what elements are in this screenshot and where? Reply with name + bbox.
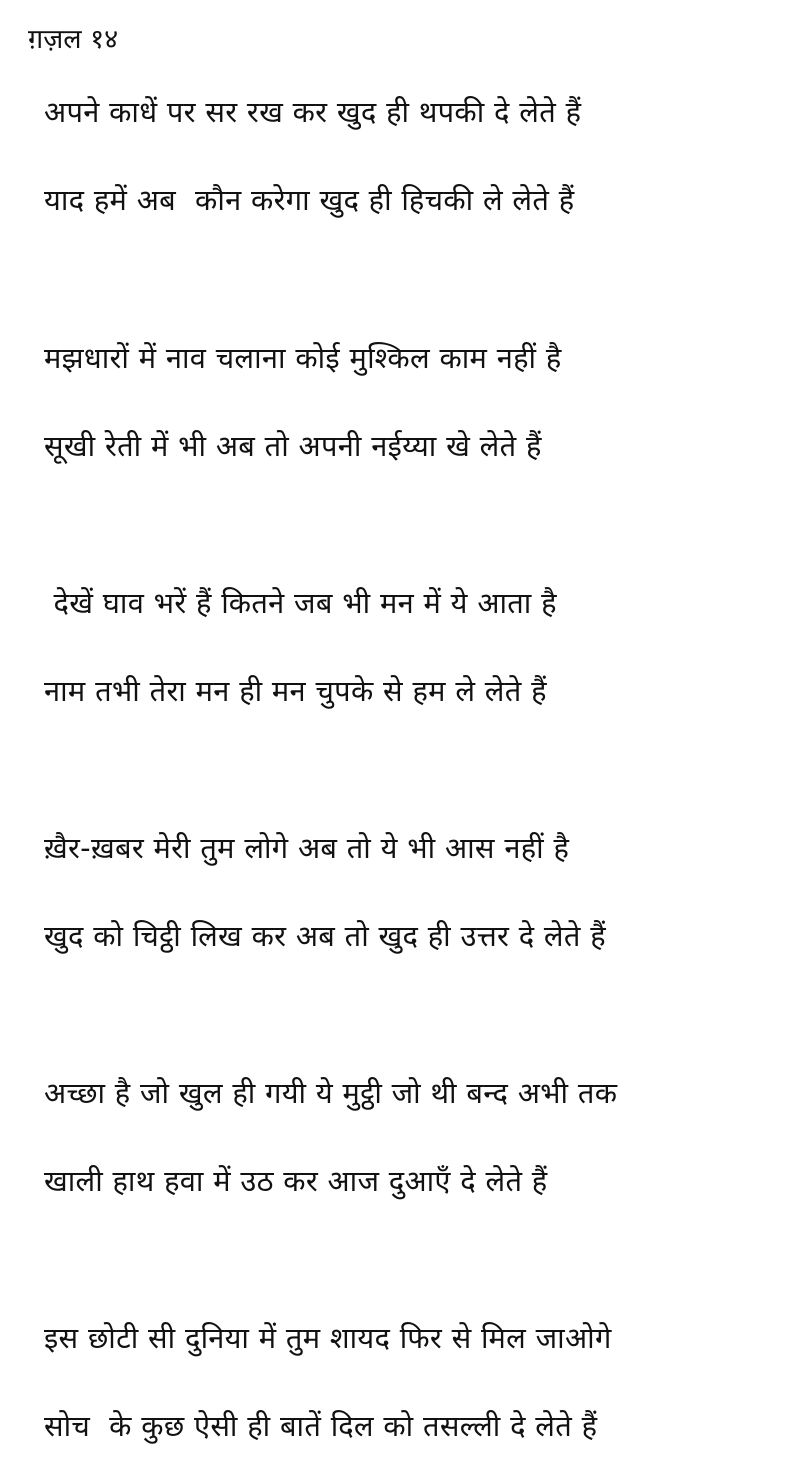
verse-line: सोच के कुछ ऐसी ही बातें दिल को तसल्ली दे लेते हैं	[44, 1409, 598, 1443]
verse-line: अच्छा है जो खुल ही गयी ये मुट्ठी जो थी बन्द अभी तक	[44, 1076, 618, 1110]
verse-line: खाली हाथ हवा में उठ कर आज दुआएँ दे लेते हैं	[44, 1164, 548, 1198]
stanza-2	[44, 338, 562, 466]
verse-line: खुद को चिट्ठी लिख कर अब तो खुद ही उत्तर दे लेते हैं	[44, 919, 606, 953]
verse-line: देखें घाव भरें हैं कितने जब भी मन में ये आता है	[44, 586, 557, 620]
stanza-1	[44, 92, 581, 220]
stanza-4	[44, 828, 606, 956]
poem-title: ग़ज़ल १४	[28, 24, 119, 55]
verse-line: सूखी रेती में भी अब तो अपनी नईय्या खे लेते हैं	[44, 429, 542, 463]
verse-line: ख़ैर-ख़बर मेरी तुम लोगे अब तो ये भी आस नहीं है	[44, 831, 570, 865]
stanza-3	[44, 583, 557, 711]
verse-line: अपने काधें पर सर रख कर खुद ही थपकी दे लेते हैं	[44, 95, 582, 129]
verse-line: मझधारों में नाव चलाना कोई मुश्किल काम नहीं है	[44, 341, 562, 375]
stanza-5	[44, 1073, 617, 1201]
verse-line: नाम तभी तेरा मन ही मन चुपके से हम ले लेते हैं	[44, 674, 547, 708]
stanza-6	[44, 1318, 612, 1446]
verse-line: इस छोटी सी दुनिया में तुम शायद फिर से मिल जाओगे	[44, 1321, 612, 1355]
verse-line: याद हमें अब कौन करेगा खुद ही हिचकी ले लेते हैं	[44, 183, 575, 217]
